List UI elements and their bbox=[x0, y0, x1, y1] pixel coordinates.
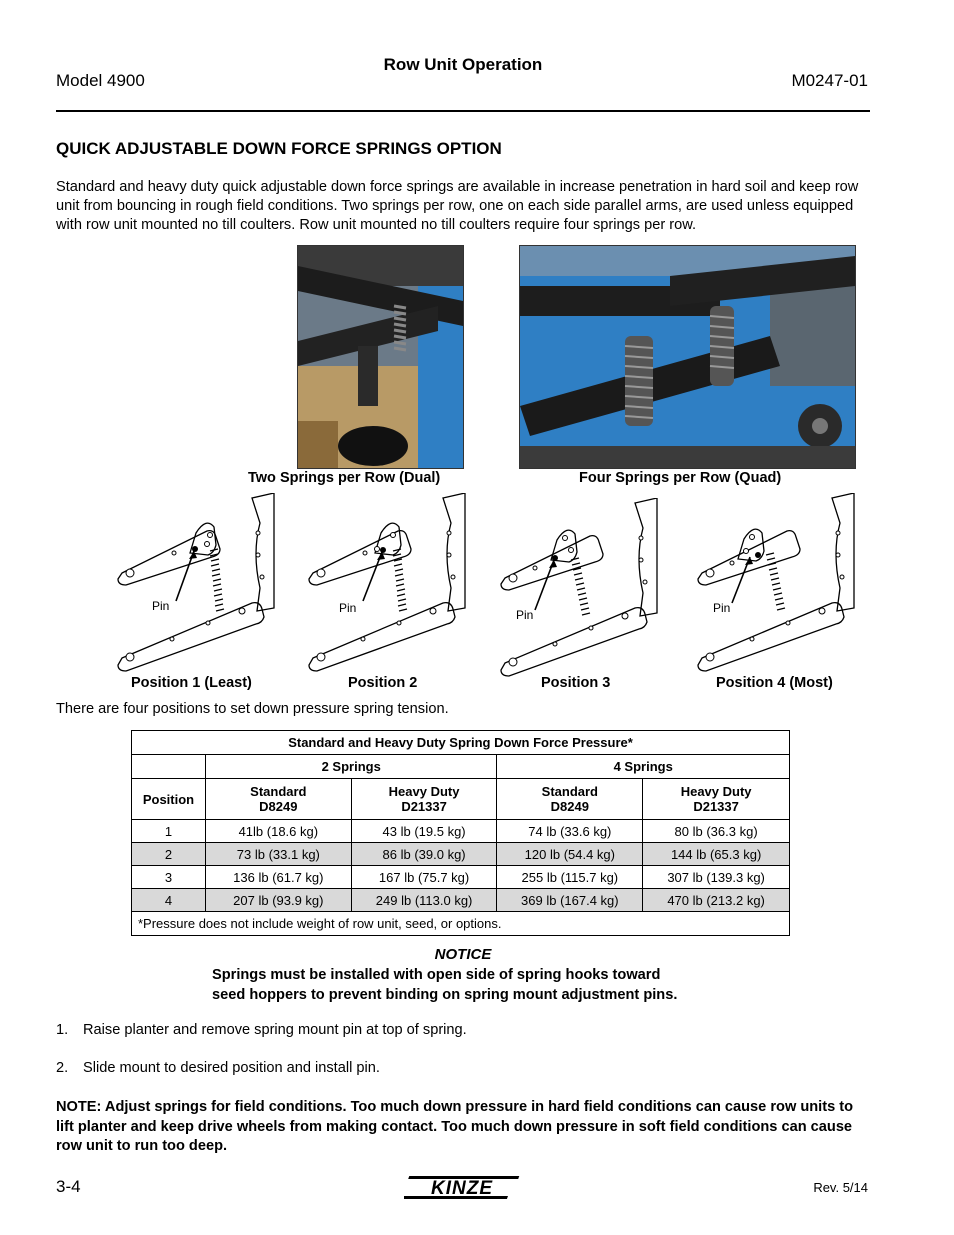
adjustment-note: NOTE: Adjust springs for field conditions. Too much down pressure in hard field conditions can cause row units to lift planter and keep drive wheels from making contact. Too much down pressure in soft field conditions can cause row unit to run too deep. bbox=[56, 1099, 854, 1154]
table-cell: 4 bbox=[132, 889, 206, 912]
pin-label-2: Pin bbox=[339, 601, 357, 615]
position-3-label: Position 3 bbox=[541, 675, 611, 691]
pin-label-4: Pin bbox=[713, 601, 731, 615]
mount-bracket bbox=[252, 493, 274, 611]
sub-header-cell: Heavy Duty D21337 bbox=[643, 779, 790, 820]
table-row bbox=[132, 843, 790, 866]
notice-line: Springs must be installed with open side of spring hooks toward bbox=[212, 967, 661, 983]
step-number: 1. bbox=[56, 1022, 69, 1038]
page-title: QUICK ADJUSTABLE DOWN FORCE SPRINGS OPTION bbox=[56, 139, 502, 158]
step-text: Slide mount to desired position and install pin. bbox=[83, 1060, 380, 1076]
spring-diagram-position-4 bbox=[692, 493, 862, 673]
position-2-label: Position 2 bbox=[348, 675, 418, 691]
table-blank-cell bbox=[132, 755, 206, 779]
model-label: Model 4900 bbox=[56, 71, 145, 90]
table-cell: 2 bbox=[132, 843, 206, 866]
table-cell: 3 bbox=[132, 866, 206, 889]
intro-paragraph: Standard and heavy duty quick adjustable down force springs are available in increase penetration in hard soil and keep row unit from bouncing in rough field conditions. Two springs per row, one on each side parallel arms, are used unless equipped with row unit mounted no till coulters. Row unit mounted no till coulters require four springs per row. bbox=[56, 179, 859, 233]
document-number: M0247-01 bbox=[791, 71, 868, 90]
svg-text:KINZE: KINZE bbox=[431, 1178, 493, 1199]
kinze-logo bbox=[404, 1174, 524, 1207]
table-cell: 120 lb (54.4 kg) bbox=[497, 843, 643, 866]
notice-line: seed hoppers to prevent binding on spring mount adjustment pins. bbox=[212, 986, 678, 1003]
quad-springs-photo bbox=[519, 245, 856, 469]
step-1 bbox=[56, 1022, 467, 1038]
table-footnote: *Pressure does not include weight of row unit, seed, or options. bbox=[132, 912, 790, 936]
four-springs-header: 4 Springs bbox=[497, 755, 790, 779]
table-cell: 369 lb (167.4 kg) bbox=[497, 889, 643, 912]
section-heading: Row Unit Operation bbox=[383, 55, 543, 74]
table-cell: 144 lb (65.3 kg) bbox=[643, 843, 790, 866]
dual-springs-photo bbox=[297, 245, 464, 469]
sub-header-cell: Heavy Duty D21337 bbox=[351, 779, 497, 820]
position-1-label: Position 1 (Least) bbox=[131, 675, 252, 691]
pin-label-3: Pin bbox=[516, 608, 534, 622]
sub-header-cell: Standard D8249 bbox=[497, 779, 643, 820]
quad-springs-image bbox=[520, 246, 855, 468]
quad-caption: Four Springs per Row (Quad) bbox=[579, 470, 782, 486]
upper-arm bbox=[118, 531, 220, 585]
table-cell: 307 lb (139.3 kg) bbox=[643, 866, 790, 889]
down-force-table bbox=[131, 730, 790, 936]
pin-label-1: Pin bbox=[152, 599, 170, 613]
table-cell: 80 lb (36.3 kg) bbox=[643, 820, 790, 843]
spring-diagram-position-2 bbox=[303, 493, 473, 673]
spring-diagram-position-1 bbox=[112, 493, 282, 673]
dual-springs-image bbox=[298, 246, 463, 468]
page-number: 3-4 bbox=[56, 1177, 81, 1196]
table-row bbox=[132, 866, 790, 889]
positions-description: There are four positions to set down pressure spring tension. bbox=[56, 701, 449, 717]
table-cell: 136 lb (61.7 kg) bbox=[205, 866, 351, 889]
step-2 bbox=[56, 1060, 380, 1076]
table-cell: 43 lb (19.5 kg) bbox=[351, 820, 497, 843]
revision-date: Rev. 5/14 bbox=[813, 1180, 868, 1195]
spring-diagram-position-3 bbox=[495, 498, 665, 678]
table-title: Standard and Heavy Duty Spring Down Force Pressure* bbox=[132, 731, 790, 755]
table-row bbox=[132, 889, 790, 912]
notice-heading: NOTICE bbox=[434, 946, 492, 963]
table-cell: 1 bbox=[132, 820, 206, 843]
step-number: 2. bbox=[56, 1060, 69, 1076]
table-cell: 74 lb (33.6 kg) bbox=[497, 820, 643, 843]
two-springs-header: 2 Springs bbox=[205, 755, 497, 779]
table-cell: 470 lb (213.2 kg) bbox=[643, 889, 790, 912]
table-cell: 207 lb (93.9 kg) bbox=[205, 889, 351, 912]
notice-body bbox=[212, 966, 732, 1005]
dual-caption: Two Springs per Row (Dual) bbox=[248, 470, 441, 486]
table-cell: 249 lb (113.0 kg) bbox=[351, 889, 497, 912]
position-header: Position bbox=[132, 779, 206, 820]
header-divider bbox=[56, 110, 870, 112]
table-cell: 167 lb (75.7 kg) bbox=[351, 866, 497, 889]
kinze-logo-mark bbox=[404, 1174, 524, 1202]
table-cell: 86 lb (39.0 kg) bbox=[351, 843, 497, 866]
table-cell: 41lb (18.6 kg) bbox=[205, 820, 351, 843]
table-row bbox=[132, 820, 790, 843]
table-cell: 73 lb (33.1 kg) bbox=[205, 843, 351, 866]
sub-header-cell: Standard D8249 bbox=[205, 779, 351, 820]
table-cell: 255 lb (115.7 kg) bbox=[497, 866, 643, 889]
step-text: Raise planter and remove spring mount pin at top of spring. bbox=[83, 1022, 467, 1038]
position-4-label: Position 4 (Most) bbox=[716, 675, 833, 691]
